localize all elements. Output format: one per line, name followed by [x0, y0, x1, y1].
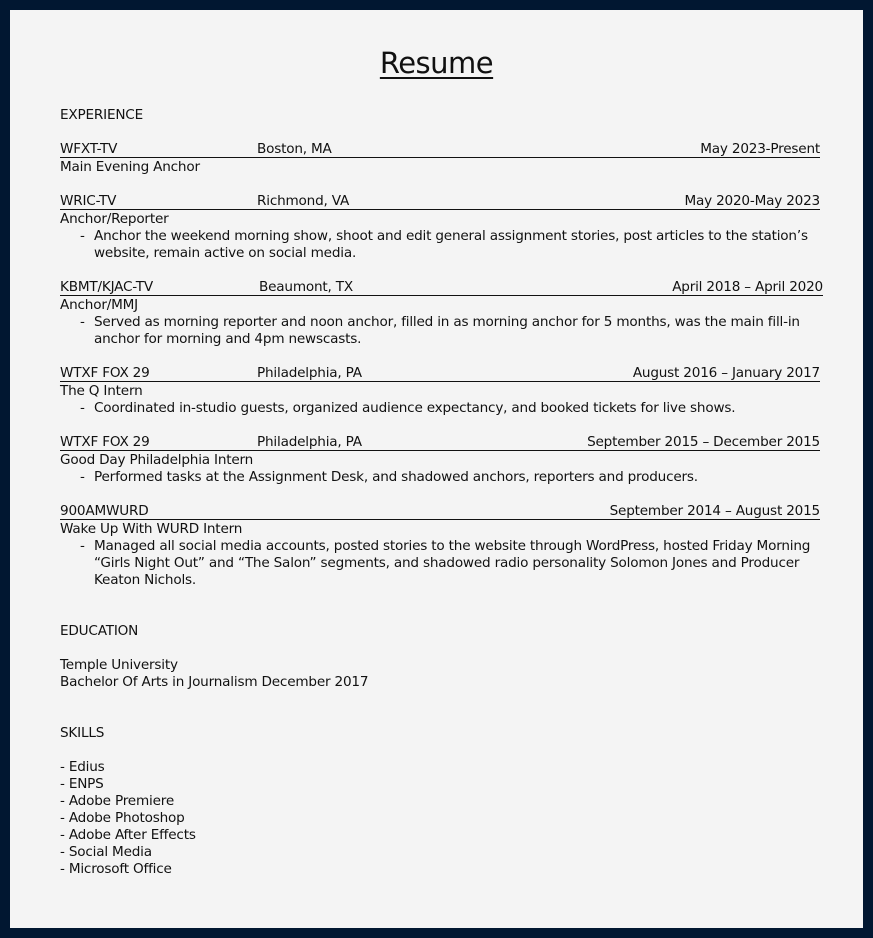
job-station: 900AMWURD	[60, 503, 149, 519]
job-bullets	[60, 469, 820, 486]
job-bullet	[60, 400, 820, 417]
bullet-text: Anchor the weekend morning show, shoot and edit general assignment stories, post articles to the station’s website, remain active on social media.	[94, 228, 808, 261]
resume-page	[10, 10, 863, 928]
skills-heading: SKILLS	[60, 725, 105, 741]
job-dates: August 2016 – January 2017	[632, 365, 820, 381]
education-degree: Bachelor Of Arts in Journalism December 2017	[60, 674, 369, 690]
job-role: The Q Intern	[60, 383, 143, 399]
job-header	[60, 279, 823, 296]
job-location: Boston, MA	[257, 141, 332, 157]
bullet-dash: -	[80, 228, 85, 244]
skill-item: - Adobe After Effects	[60, 827, 196, 843]
bullet-dash: -	[80, 314, 85, 330]
job-bullets	[60, 538, 820, 589]
bullet-text: Coordinated in-studio guests, organized audience expectancy, and booked tickets for live shows.	[94, 400, 736, 416]
job-station: WTXF FOX 29	[60, 365, 150, 381]
bullet-dash: -	[80, 538, 85, 554]
bullet-dash: -	[80, 400, 85, 416]
job-station: WTXF FOX 29	[60, 434, 150, 450]
job-header	[60, 193, 820, 210]
experience-list	[60, 141, 823, 589]
job-bullet	[60, 228, 820, 262]
job-role: Anchor/Reporter	[60, 211, 169, 227]
job-location: Richmond, VA	[257, 193, 350, 209]
job-entry	[60, 193, 820, 262]
skill-item: - Adobe Photoshop	[60, 810, 185, 826]
bullet-text: Managed all social media accounts, posted stories to the website through WordPress, hosted Friday Morning “Girls Night Out” and “The Salon” segments, and shadowed radio personality Solomon Jones and Producer Keaton Nichols.	[94, 538, 811, 588]
bullet-text: Performed tasks at the Assignment Desk, and shadowed anchors, reporters and producers.	[94, 469, 698, 485]
skill-item: - Microsoft Office	[60, 861, 172, 877]
job-role: Wake Up With WURD Intern	[60, 521, 243, 537]
job-entry	[60, 279, 823, 348]
education-heading: EDUCATION	[60, 623, 139, 639]
job-bullets	[60, 400, 820, 417]
job-bullets	[60, 314, 820, 348]
skill-item: - Adobe Premiere	[60, 793, 174, 809]
job-role: Anchor/MMJ	[60, 297, 138, 313]
skill-item: - Edius	[60, 759, 105, 775]
bullet-dash: -	[80, 469, 85, 485]
bullet-text: Served as morning reporter and noon anchor, filled in as morning anchor for 5 months, was the main fill-in anchor for morning and 4pm newscasts.	[94, 314, 800, 347]
job-bullet	[60, 538, 820, 589]
education-school: Temple University	[60, 657, 178, 673]
job-dates: April 2018 – April 2020	[672, 279, 823, 295]
experience-heading: EXPERIENCE	[60, 107, 143, 123]
job-station: WFXT-TV	[60, 141, 118, 157]
job-entry	[60, 503, 820, 589]
job-station: WRIC-TV	[60, 193, 117, 209]
job-dates: May 2023-Present	[700, 141, 820, 157]
job-location: Beaumont, TX	[259, 279, 353, 295]
job-header	[60, 365, 820, 382]
job-dates: May 2020-May 2023	[684, 193, 820, 209]
page-title: Resume	[379, 46, 494, 80]
resume-content	[60, 107, 823, 878]
skill-item: - Social Media	[60, 844, 152, 860]
skills-list	[60, 759, 820, 878]
job-role: Good Day Philadelphia Intern	[60, 452, 254, 468]
skill-item: - ENPS	[60, 776, 104, 792]
job-header	[60, 503, 820, 520]
job-bullets	[60, 228, 820, 262]
job-bullet	[60, 469, 820, 486]
job-entry	[60, 434, 820, 486]
job-station: KBMT/KJAC-TV	[60, 279, 153, 295]
job-role: Main Evening Anchor	[60, 159, 200, 175]
job-dates: September 2014 – August 2015	[609, 503, 820, 519]
job-location: Philadelphia, PA	[257, 434, 362, 450]
job-header	[60, 141, 820, 158]
job-entry	[60, 365, 820, 417]
job-bullet	[60, 314, 820, 348]
job-header	[60, 434, 820, 451]
job-location: Philadelphia, PA	[257, 365, 362, 381]
title-row	[10, 46, 863, 80]
job-dates: September 2015 – December 2015	[587, 434, 820, 450]
job-entry	[60, 141, 820, 176]
